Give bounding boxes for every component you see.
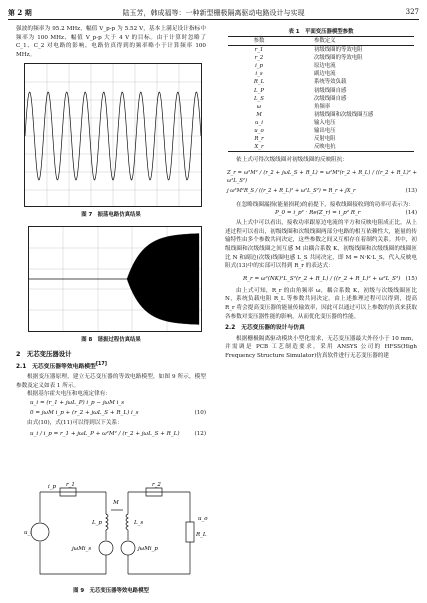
eq14-number: (14) xyxy=(405,210,417,217)
eq15-body: R_r = ω²(NK)²L_S²(r_2 + R_L) / ((r_2 + R_L)² + ω²L_S²) xyxy=(243,275,401,282)
label-uo: u_o xyxy=(198,516,208,522)
eq13-line2-body: j ω³M²R_S / ((r_2 + R_L)² + ω²L_S²) = R_r + jX_r xyxy=(227,187,356,194)
table1 xyxy=(228,36,414,152)
param-symbol: i_p xyxy=(255,63,263,70)
eq15 xyxy=(225,271,417,287)
table-header-param: 参数 xyxy=(228,37,290,46)
param-definition: 反映电抗 xyxy=(290,143,414,152)
issue-number: 第 2 期 xyxy=(8,8,32,17)
fig8-resonance-plot xyxy=(28,226,202,332)
table-row xyxy=(228,111,414,119)
param-symbol: r_1 xyxy=(254,47,264,54)
table-row xyxy=(228,103,414,111)
running-title: 陆玉芳，韩成福等：一种新型栅极隔离驱动电路设计与实现 xyxy=(122,9,305,17)
label-RL: R_L xyxy=(196,532,207,538)
power-paragraph: 在忽略线圈漏损(能量损耗)的前提下，接收线圈接收到的功率可表示为： xyxy=(236,201,414,208)
intro-paragraph: 强波的频率为 95.2 MHz，幅值 V_p-p 为 5.52 V，基本上满足设计指标中频率为 100 MHz、幅值 V_p-p 大于 4 V 的目标。由于计算时忽略了 C_1、C_2 对电路的影响，电路仿真得到的频率略小于计算频率 100 MHz。 xyxy=(16,26,206,58)
param-symbol: r_2 xyxy=(254,55,264,62)
fig9-circuit xyxy=(18,482,206,582)
fig7-oscillation-plot xyxy=(24,63,202,207)
left-intro xyxy=(16,25,206,59)
table-header-def: 参数定义 xyxy=(290,37,414,46)
table-row xyxy=(228,95,414,103)
kirchhoff-paragraph: 根据基尔霍夫电压和电流定律有： xyxy=(27,391,111,398)
label-Ls: L_s xyxy=(134,520,144,526)
fig7-waveform xyxy=(25,64,201,206)
impedance-paragraph: 依上式可得次级线圈对初级线圈的反映阻抗： xyxy=(236,157,348,163)
table-row xyxy=(228,70,414,78)
eq12 xyxy=(16,427,206,441)
eq10-line1-body: u_i = (r_1 + jωL_P) i_p − jωM i_s xyxy=(30,399,125,406)
table-row xyxy=(228,119,414,127)
table-row xyxy=(228,87,414,95)
fig8-caption: 图 8 谐振过程仿真结果 xyxy=(81,337,141,343)
model-paragraph: 根据变压器原理，建立无芯变压器的等效电路模型，如图 9 所示，模型参数及定义如表 1 所示。 xyxy=(16,374,206,389)
param-definition: 次级线圈自感 xyxy=(314,95,347,102)
parameter-table xyxy=(228,36,414,152)
section2-left xyxy=(16,346,206,441)
param-definition: 输出电压 xyxy=(314,128,336,135)
param-symbol: R_L xyxy=(253,79,265,86)
param-symbol: R_r xyxy=(254,136,264,143)
param-definition: 原边电流 xyxy=(314,63,336,70)
table-row xyxy=(228,46,414,55)
label-ip: i_p xyxy=(48,484,57,490)
param-definition: 反射电阻 xyxy=(314,136,336,143)
label-Lp: L_p xyxy=(92,520,102,526)
label-src2: jωMi_p xyxy=(138,546,158,552)
param-symbol: L_P xyxy=(254,87,264,94)
label-r1: r_1 xyxy=(66,482,75,488)
hfss-paragraph: 根据栅极隔离驱动模块小型化需求，无芯变压器最大外径小于 10 mm，并需调是 PCB 工艺制造要求。采用 ANSYS 公司的 HFSS(High Frequency Structure Simulator)仿真软件进行无芯变压器的建 xyxy=(225,335,417,359)
table-row xyxy=(228,143,414,152)
param-definition: 输入电压 xyxy=(314,119,336,126)
fig7-caption: 图 7 振荡电路仿真结果 xyxy=(81,212,141,218)
param-symbol: X_r xyxy=(228,143,290,152)
param-definition: 角频率 xyxy=(314,103,331,110)
eq13-line1-body: Z_r = ω²M² / (r_2 + jωL_S + R_L) = ω²M²(r_2 + R_L) / ((r_2 + R_L)² + ω²L_S²) xyxy=(227,169,417,185)
relation-paragraph: 由式(10)，式(11)可以得到以下关系： xyxy=(27,419,123,426)
table-row xyxy=(228,135,414,143)
label-M: M xyxy=(113,500,119,506)
param-symbol: M xyxy=(256,111,262,118)
running-header xyxy=(8,6,419,20)
table-header-row xyxy=(228,37,414,46)
eq13-line1 xyxy=(225,165,417,183)
param-symbol: i_s xyxy=(255,71,263,78)
section-2-1-heading xyxy=(16,361,206,372)
param-definition: 副边电流 xyxy=(314,71,336,78)
section-2-1-ref: [17] xyxy=(95,361,107,367)
param-definition: 初级线圈自感 xyxy=(314,87,347,94)
table-row xyxy=(228,127,414,135)
eq13-line2 xyxy=(225,183,417,201)
section-2-1-title: 2.1 无芯变压器等效电路模型 xyxy=(16,363,96,370)
right-body xyxy=(225,156,417,361)
param-symbol: L_S xyxy=(254,95,264,102)
eq10-number: (10) xyxy=(194,409,206,416)
label-ui: u_i xyxy=(24,530,33,536)
fig8-waveform xyxy=(29,227,201,331)
eq15-number: (15) xyxy=(405,275,417,282)
param-symbol: u_o xyxy=(254,128,264,135)
section-2-2-heading: 2.2 无芯变压器的设计与仿真 xyxy=(225,325,305,332)
param-definition: 次级线圈的等效电阻 xyxy=(314,55,363,62)
eq12-body: u_i / i_p = r_1 + jωL_P + ω²M² / (r_2 + jωL_S + R_L) xyxy=(30,431,180,438)
eq13-number: (13) xyxy=(405,187,417,194)
section-2-heading: 2 无芯变压器设计 xyxy=(16,350,72,358)
table-row xyxy=(228,78,414,86)
fig9-caption: 图 9 无芯变压器等效电路模型 xyxy=(73,588,149,594)
eq14 xyxy=(225,209,417,219)
analysis-paragraph: 从上式中可以看出，接收功率跟原边电流的平方和反映电阻成正比。从上述过程可以看出，初级线圈和次级线圈两部分电路的相互依赖性大，能量的传输特性由多个参数共同决定，这些参数之间又互相存在着制约关系。其中，初级线圈和次级线圈之间互感 M 由耦合系数 K，初级线圈和次级线圈的线圈匝比 N 和副边(次级)线圈电感 L_S 共同决定，即 M = N·K·L_S，代入反映电阻式(13)中的实部可以得到 R_r 的表达式： xyxy=(225,220,417,270)
param-definition: 初级线圈的等效电阻 xyxy=(314,47,363,54)
conclusion-paragraph: 由上式可知，R_r 的由角频率 ω，耦合系数 K，初级与次级线圈匝比 N，系统负载电阻 R_L 等参数共同决定。由上述推理过程可以得到，提高 R_r 将会提高变压器的能量传输效率，因此可以通过可以上参数的仿真来获取各参数对变压器性能的影响，从而优化变压器的性能。 xyxy=(225,287,417,320)
eq14-body: P_0 = i_p² · Re(Z_r) = i_p² R_r xyxy=(275,210,361,217)
eq10-line1 xyxy=(16,399,206,409)
equivalent-circuit-diagram xyxy=(18,482,206,582)
table1-caption: 表 1 平面变压器模型参数 xyxy=(288,29,354,35)
label-r2: r_2 xyxy=(152,482,161,488)
page-number: 327 xyxy=(405,8,419,16)
param-definition: 初级线圈和次级线圈互感 xyxy=(314,111,374,118)
param-symbol: u_i xyxy=(255,119,263,126)
param-symbol: ω xyxy=(256,103,262,110)
header-rule xyxy=(8,19,419,20)
param-definition: 系统等效负载 xyxy=(314,79,347,86)
label-src1: jωMi_s xyxy=(72,546,92,552)
eq12-number: (12) xyxy=(194,431,206,438)
table-row xyxy=(228,54,414,62)
table-row xyxy=(228,62,414,70)
eq10-line2-body: 0 = jωM i_p + (r_2 + jωL_S + R_L) i_s xyxy=(30,409,139,416)
eq10-line2 xyxy=(16,409,206,419)
